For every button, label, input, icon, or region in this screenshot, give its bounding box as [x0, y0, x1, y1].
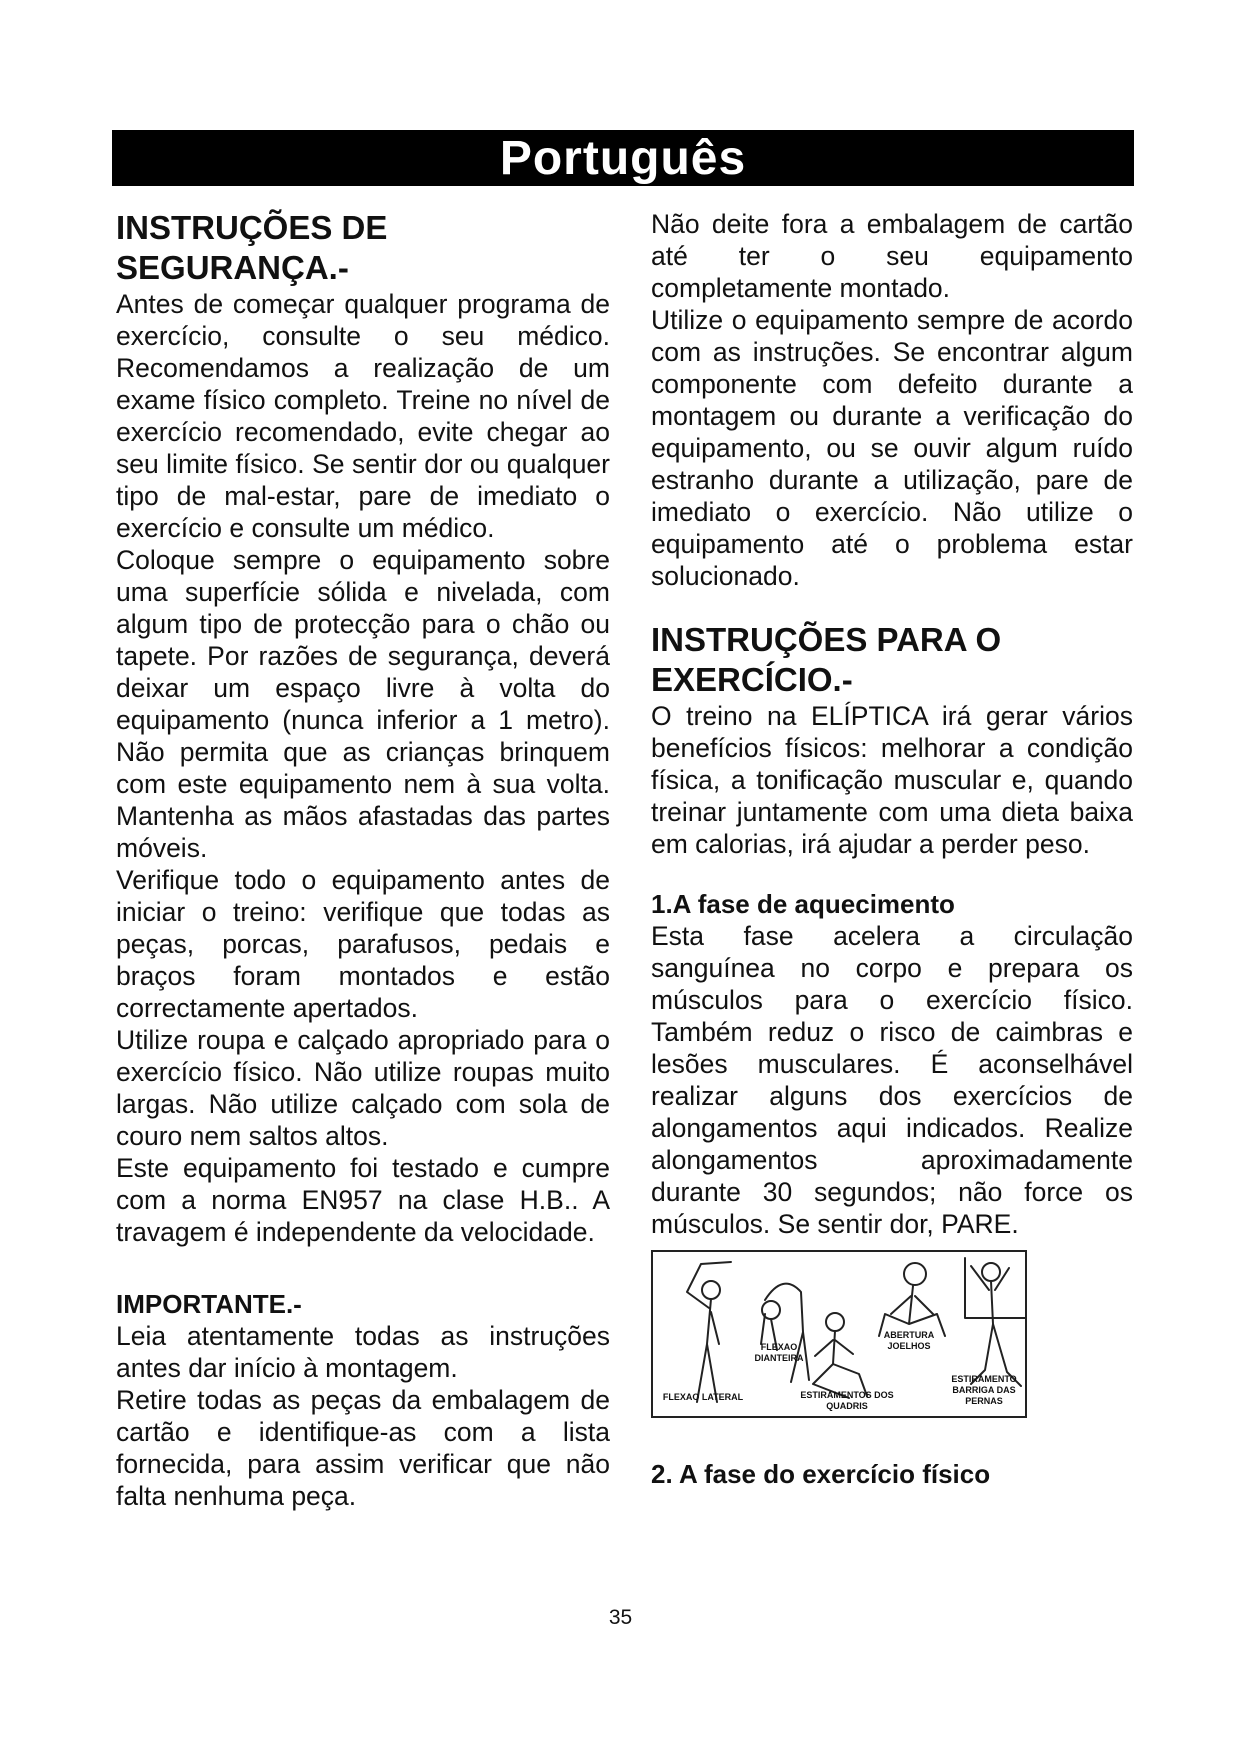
label-side-flex: FLEXAO LATERAL — [662, 1392, 744, 1402]
exercise-heading: INSTRUÇÕES PARA O EXERCÍCIO.- — [651, 621, 1002, 698]
usage-paragraph: Utilize o equipamento sempre de acordo com as instruções. Se encontrar algum componente com defeito durante a montagem ou durante a verificação do equipamento, ou se ouvir algum ruído estranho durante a utilização, pare de imediato o exercício. Não utilize o equipamento até o problema estar solucionado. — [651, 305, 1133, 591]
safety-heading: INSTRUÇÕES DE SEGURANÇA.- — [116, 209, 388, 286]
label-knee-opening: ABERTURA JOELHOS — [883, 1330, 935, 1351]
page-number: 35 — [608, 1606, 633, 1629]
safety-paragraph: Coloque sempre o equipamento sobre uma superfície sólida e nivelada, com algum tipo de protecção para o chão ou tapete. Por razões de segurança, deverá deixar um espaço livre à volta do equipamento (nunca inferior a 1 metro). Não permita que as crianças brinquem com este equipamento nem à sua volta. Mantenha as mãos afastadas das partes móveis. — [116, 545, 610, 863]
important-heading: IMPORTANTE.- — [116, 1289, 302, 1319]
packaging-paragraph: Não deite fora a embalagem de cartão até ter o seu equipamento completamente montado. — [651, 209, 1133, 303]
exercise-phase-heading: 2. A fase do exercício físico — [651, 1459, 991, 1489]
stretching-figure — [651, 1250, 1027, 1418]
safety-paragraph: Utilize roupa e calçado apropriado para o exercício físico. Não utilize roupas muito largas. Não utilize calçado com sola de couro nem saltos altos. — [116, 1025, 610, 1151]
left-column — [116, 208, 610, 1512]
safety-paragraph: Antes de começar qualquer programa de exercício, consulte o seu médico. Recomendamos a realização de um exame físico completo. Treine no nível de exercício recomendado, evite chegar ao seu limite físico. Se sentir dor ou qualquer tipo de mal-estar, pare de imediato o exercício e consulte um médico. — [116, 289, 610, 543]
language-banner — [112, 130, 1134, 186]
safety-paragraph: Verifique todo o equipamento antes de iniciar o treino: verifique que todas as peças, porcas, parafusos, pedais e braços foram montados e estão correctamente apertados. — [116, 865, 610, 1023]
label-forward-flex: FLEXAO DIANTEIRA — [754, 1342, 804, 1363]
safety-paragraph: Este equipamento foi testado e cumpre com a norma EN957 na clase H.B.. A travagem é independente da velocidade. — [116, 1153, 610, 1247]
warmup-text: Esta fase acelera a circulação sanguínea no corpo e prepara os músculos para o exercício físico. Também reduz o risco de caimbras e lesões musculares. É aconselhável realizar alguns dos exercícios de alongamentos aqui indicados. Realize alongamentos aproximadamente durante 30 segundos; não force os músculos. Se sentir dor, PARE. — [651, 921, 1133, 1239]
exercise-intro: O treino na ELÍPTICA irá gerar vários benefícios físicos: melhorar a condição física, a tonificação muscular e, quando treinar juntamente com uma dieta baixa em calorias, irá ajudar a perder peso. — [651, 701, 1133, 859]
language-title: Português — [499, 132, 747, 185]
warmup-heading: 1.A fase de aquecimento — [651, 889, 955, 919]
label-hip-stretch: ESTIRAMENTOS DOS QUADRIS — [800, 1390, 894, 1411]
important-paragraph: Leia atentamente todas as instruções antes dar início à montagem. — [116, 1321, 610, 1383]
label-calf-stretch: ESTIRAMENTO BARRIGA DAS PERNAS — [951, 1374, 1017, 1406]
important-paragraph: Retire todas as peças da embalagem de cartão e identifique-as com a lista fornecida, para assim verificar que não falta nenhuma peça. — [116, 1385, 610, 1511]
right-column — [651, 208, 1133, 1490]
